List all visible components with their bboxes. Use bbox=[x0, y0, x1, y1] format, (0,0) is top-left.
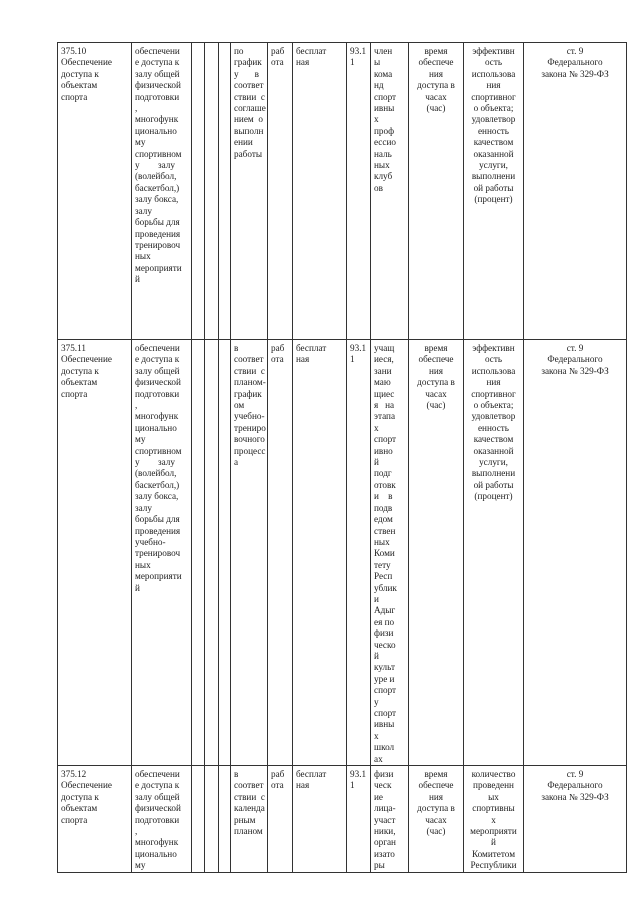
consumer-category-line: физи bbox=[374, 628, 394, 639]
quality-indicator bbox=[464, 43, 524, 340]
quality-indicator-line: Комитетом bbox=[471, 848, 516, 859]
service-description bbox=[132, 340, 192, 766]
consumer-category-line: ствен bbox=[374, 525, 396, 536]
okved-code bbox=[347, 766, 371, 873]
service-code bbox=[58, 766, 132, 873]
service-description-line: подготовки bbox=[135, 91, 180, 102]
quality-indicator-line: удовлетвор bbox=[471, 114, 516, 125]
service-description-line: залу бокса, bbox=[135, 194, 179, 205]
work-type-line: ота bbox=[271, 354, 284, 365]
quality-indicator-line: спортивног bbox=[471, 91, 516, 102]
service-description-line: спортивном bbox=[135, 445, 182, 456]
service-description-line: борьбы для bbox=[135, 514, 180, 525]
service-description-line: (волейбол, bbox=[135, 468, 177, 479]
consumer-category-line: ры bbox=[374, 860, 385, 871]
empty-cell bbox=[205, 766, 219, 873]
empty-cell bbox=[192, 340, 205, 766]
consumer-category-line: спорт bbox=[374, 708, 397, 718]
service-description-line: , bbox=[135, 826, 138, 837]
consumer-category-line: спорт bbox=[374, 434, 397, 445]
service-description-line: многофунк bbox=[135, 411, 179, 422]
consumer-category-line: наль bbox=[374, 148, 392, 159]
volume-indicator bbox=[409, 766, 464, 873]
volume-indicator-line: доступа в bbox=[417, 80, 455, 91]
consumer-category-line: ивно bbox=[374, 445, 393, 456]
quality-indicator-line: выполнени bbox=[471, 171, 516, 182]
consumer-category-line: лица- bbox=[374, 803, 396, 814]
schedule-terms-line: рным bbox=[234, 814, 256, 825]
consumer-category-line: орган bbox=[374, 837, 396, 848]
service-description-line: мероприяти bbox=[135, 262, 182, 273]
consumer-category-line: ея по bbox=[374, 616, 395, 627]
service-description-line: залу bbox=[135, 502, 152, 513]
service-description-line: многофунк bbox=[135, 114, 179, 125]
volume-indicator-line: обеспече bbox=[418, 780, 454, 791]
work-type bbox=[268, 766, 293, 873]
consumer-category bbox=[371, 340, 409, 766]
consumer-category-line: ники, bbox=[374, 826, 396, 837]
schedule-terms-line: у в bbox=[234, 68, 260, 79]
consumer-category-line: ческо bbox=[374, 639, 396, 650]
service-description-line: у залу bbox=[135, 160, 175, 171]
consumer-category-line: этапа bbox=[374, 411, 396, 422]
consumer-category-line: х bbox=[374, 422, 379, 433]
table-row bbox=[58, 766, 627, 873]
consumer-category-line: нд bbox=[374, 80, 384, 91]
schedule-terms-line: выполн bbox=[234, 125, 264, 136]
consumer-category bbox=[371, 43, 409, 340]
empty-cell bbox=[219, 340, 231, 766]
schedule-terms-line: соглаше bbox=[234, 103, 266, 114]
schedule-terms-line: соответ bbox=[234, 354, 264, 365]
quality-indicator-line: ния bbox=[486, 377, 501, 388]
volume-indicator-line: (час) bbox=[426, 103, 446, 114]
work-type-line: ота bbox=[271, 57, 284, 68]
schedule-terms-line: процесс bbox=[234, 445, 266, 456]
service-code bbox=[58, 340, 132, 766]
consumer-category-line: Респ bbox=[374, 571, 393, 582]
service-name-line: спорта bbox=[61, 91, 88, 102]
quality-indicator-line: мероприяти bbox=[470, 826, 517, 837]
legal-basis-line: закона № 329-ФЗ bbox=[541, 791, 609, 802]
volume-indicator-line: часах bbox=[425, 814, 447, 825]
quality-indicator bbox=[464, 340, 524, 766]
service-description-line: обеспечени bbox=[135, 46, 180, 56]
service-description-line: (волейбол, bbox=[135, 171, 177, 182]
service-description-line: подготовки bbox=[135, 388, 180, 399]
volume-indicator-line: время bbox=[424, 769, 448, 780]
service-description-line: й bbox=[135, 274, 140, 285]
consumer-category-line: член bbox=[374, 46, 393, 56]
service-description-line: , bbox=[135, 400, 138, 411]
empty-cell bbox=[205, 43, 219, 340]
consumer-category-line: проф bbox=[374, 125, 395, 136]
row-code: 375.10 bbox=[61, 46, 87, 56]
schedule-terms-line: учебно- bbox=[234, 411, 265, 422]
table-row bbox=[58, 340, 627, 766]
okved-code bbox=[347, 340, 371, 766]
volume-indicator-line: обеспече bbox=[418, 57, 454, 68]
service-description-line: залу общей bbox=[135, 365, 180, 376]
table-row bbox=[58, 43, 627, 340]
consumer-category-line: спорт bbox=[374, 91, 397, 102]
volume-indicator-line: доступа в bbox=[417, 377, 455, 388]
service-description-line: мероприяти bbox=[135, 571, 182, 582]
legal-basis-line: ст. 9 bbox=[566, 769, 584, 780]
row-code: 375.11 bbox=[61, 343, 86, 353]
legal-basis-line: Федерального bbox=[547, 354, 603, 365]
empty-cell bbox=[205, 340, 219, 766]
schedule-terms-line: планом- bbox=[234, 377, 266, 388]
service-description-line: спортивном bbox=[135, 148, 182, 159]
volume-indicator bbox=[409, 340, 464, 766]
service-description-line: подготовки bbox=[135, 814, 180, 825]
price-type bbox=[293, 766, 347, 873]
consumer-category-line: Коми bbox=[374, 548, 395, 559]
consumer-category-line: уре и bbox=[374, 673, 395, 684]
consumer-category-line: тету bbox=[374, 559, 391, 570]
consumer-category bbox=[371, 766, 409, 873]
volume-indicator-line: часах bbox=[425, 388, 447, 399]
quality-indicator-line: оказанной bbox=[473, 148, 514, 159]
quality-indicator-line: (процент) bbox=[474, 194, 513, 205]
service-description-line: , bbox=[135, 103, 138, 114]
services-table bbox=[57, 42, 627, 873]
service-description-line: залу общей bbox=[135, 791, 180, 802]
consumer-category-line: ных bbox=[374, 536, 390, 547]
quality-indicator-line: использова bbox=[471, 68, 516, 79]
consumer-category-line: иеся, bbox=[374, 354, 394, 365]
schedule-terms-line: планом bbox=[234, 826, 263, 837]
schedule-terms-line: соответ bbox=[234, 80, 264, 91]
schedule-terms-line: график bbox=[234, 388, 262, 399]
volume-indicator-line: (час) bbox=[426, 826, 446, 837]
consumer-category-line: ие bbox=[374, 791, 383, 802]
quality-indicator-line: проведенн bbox=[473, 780, 514, 791]
service-name-line: объектам bbox=[61, 803, 98, 814]
consumer-category-line: изато bbox=[374, 848, 395, 859]
consumer-category-line: й bbox=[374, 457, 379, 468]
service-name-line: доступа к bbox=[61, 791, 99, 802]
service-name-line: Обеспечение bbox=[61, 354, 112, 365]
empty-cell bbox=[192, 766, 205, 873]
quality-indicator-line: ой работы bbox=[473, 479, 514, 490]
quality-indicator-line: й bbox=[491, 837, 496, 848]
service-description bbox=[132, 43, 192, 340]
consumer-category-line: у bbox=[374, 696, 379, 707]
consumer-category-line: ессио bbox=[374, 137, 396, 148]
work-type-line: раб bbox=[271, 46, 285, 56]
consumer-category-line: ных bbox=[374, 160, 390, 171]
service-description-line: залу общей bbox=[135, 68, 180, 79]
volume-indicator-line: ния bbox=[428, 791, 444, 802]
consumer-category-line: учащ bbox=[374, 343, 395, 353]
quality-indicator-line: ость bbox=[484, 354, 503, 365]
schedule-terms-line: в bbox=[234, 343, 239, 353]
volume-indicator-line: (час) bbox=[426, 400, 446, 411]
service-description-line: тренировоч bbox=[135, 239, 181, 250]
service-description-line: у залу bbox=[135, 457, 175, 468]
service-description-line: ных bbox=[135, 559, 151, 570]
quality-indicator-line: эффективн bbox=[472, 343, 515, 353]
volume-indicator-line: обеспече bbox=[418, 354, 454, 365]
schedule-terms-line: ом bbox=[234, 400, 245, 411]
service-name-line: объектам bbox=[61, 377, 98, 388]
consumer-category-line: Адыг bbox=[374, 605, 396, 616]
quality-indicator-line: о объекта; bbox=[473, 103, 514, 114]
quality-indicator-line: ость bbox=[484, 57, 503, 68]
work-type-line: ота bbox=[271, 780, 284, 791]
volume-indicator-line: доступа в bbox=[417, 803, 455, 814]
service-description-line: е доступа к bbox=[135, 57, 180, 68]
consumer-category-line: зани bbox=[374, 365, 392, 376]
price-type-line: бесплат bbox=[296, 769, 327, 780]
volume-indicator-line: ния bbox=[428, 68, 444, 79]
price-type-line: бесплат bbox=[296, 343, 327, 353]
consumer-category-line: и bbox=[374, 593, 379, 604]
consumer-category-line: ах bbox=[374, 753, 383, 764]
legal-basis-line: ст. 9 bbox=[566, 343, 584, 353]
quality-indicator-line: спортивны bbox=[472, 803, 515, 814]
quality-indicator-line: оказанной bbox=[473, 445, 514, 456]
okved-code-line: 1 bbox=[350, 354, 355, 365]
legal-basis-line: закона № 329-ФЗ bbox=[541, 68, 609, 79]
consumer-category-line: ивны bbox=[374, 103, 395, 114]
legal-basis bbox=[524, 340, 627, 766]
service-description-line: е доступа к bbox=[135, 780, 180, 791]
service-description-line: му bbox=[135, 434, 146, 445]
service-description-line: й bbox=[135, 582, 140, 593]
service-description-line: борьбы для bbox=[135, 217, 180, 228]
service-description bbox=[132, 766, 192, 873]
work-type-line: раб bbox=[271, 769, 285, 780]
service-name-line: спорта bbox=[61, 814, 88, 825]
price-type bbox=[293, 43, 347, 340]
consumer-category-line: культ bbox=[374, 662, 395, 673]
row-code: 375.12 bbox=[61, 769, 87, 780]
consumer-category-line: ов bbox=[374, 182, 383, 193]
empty-cell bbox=[219, 766, 231, 873]
price-type-line: ная bbox=[296, 354, 310, 365]
consumer-category-line: ивны bbox=[374, 719, 395, 730]
consumer-category-line: участ bbox=[374, 814, 396, 825]
schedule-terms-line: ствии с bbox=[234, 91, 265, 102]
service-code bbox=[58, 43, 132, 340]
service-description-line: ционально bbox=[135, 848, 177, 859]
quality-indicator-line: услуги, bbox=[479, 457, 508, 468]
quality-indicator-line: эффективн bbox=[472, 46, 515, 56]
work-type bbox=[268, 340, 293, 766]
consumer-category-line: й bbox=[374, 650, 379, 661]
service-name-line: доступа к bbox=[61, 68, 99, 79]
consumer-category-line: ческ bbox=[374, 780, 392, 791]
schedule-terms-line: по bbox=[234, 46, 244, 56]
quality-indicator-line: (процент) bbox=[474, 491, 513, 502]
consumer-category-line: х bbox=[374, 730, 379, 741]
quality-indicator-line: качеством bbox=[473, 137, 514, 148]
volume-indicator-line: время bbox=[424, 343, 448, 353]
service-description-line: проведения bbox=[135, 228, 181, 239]
schedule-terms bbox=[231, 43, 268, 340]
service-description-line: ционально bbox=[135, 125, 177, 136]
consumer-category-line: подв bbox=[374, 502, 393, 513]
quality-indicator-line: ния bbox=[486, 80, 501, 91]
schedule-terms-line: соответ bbox=[234, 780, 264, 791]
price-type-line: ная bbox=[296, 57, 310, 68]
okved-code bbox=[347, 43, 371, 340]
service-description-line: му bbox=[135, 860, 146, 871]
schedule-terms-line: ствии с bbox=[234, 791, 265, 802]
schedule-terms-line: в bbox=[234, 769, 239, 780]
service-description-line: физической bbox=[135, 377, 181, 388]
legal-basis-line: Федерального bbox=[547, 780, 603, 791]
schedule-terms-line: работы bbox=[234, 148, 263, 159]
consumer-category-line: щиес bbox=[374, 388, 395, 399]
service-description-line: тренировоч bbox=[135, 548, 181, 559]
consumer-category-line: кома bbox=[374, 68, 393, 79]
quality-indicator-line: выполнени bbox=[471, 468, 516, 479]
price-type bbox=[293, 340, 347, 766]
legal-basis bbox=[524, 766, 627, 873]
volume-indicator-line: ния bbox=[428, 365, 444, 376]
service-description-line: залу бокса, bbox=[135, 491, 179, 502]
service-description-line: ционально bbox=[135, 422, 177, 433]
schedule-terms-line: нием о bbox=[234, 114, 263, 125]
volume-indicator-line: время bbox=[424, 46, 448, 56]
okved-code-line: 93.1 bbox=[350, 769, 367, 780]
service-description-line: обеспечени bbox=[135, 769, 180, 780]
consumer-category-line: маю bbox=[374, 377, 391, 388]
quality-indicator-line: спортивног bbox=[471, 388, 516, 399]
quality-indicator-line: енность bbox=[477, 125, 510, 136]
quality-indicator-line: услуги, bbox=[479, 160, 508, 171]
quality-indicator-line: о объекта; bbox=[473, 400, 514, 411]
schedule-terms-line: календа bbox=[234, 803, 265, 814]
service-description-line: ных bbox=[135, 251, 151, 262]
legal-basis-line: Федерального bbox=[547, 57, 603, 68]
quality-indicator-line: х bbox=[491, 814, 496, 825]
consumer-category-line: спорт bbox=[374, 685, 397, 696]
schedule-terms-line: график bbox=[234, 57, 262, 68]
quality-indicator-line: ой работы bbox=[473, 182, 514, 193]
service-name-line: объектам bbox=[61, 80, 98, 91]
volume-indicator bbox=[409, 43, 464, 340]
volume-indicator-line: часах bbox=[425, 91, 447, 102]
empty-cell bbox=[219, 43, 231, 340]
schedule-terms-line: ении bbox=[234, 137, 253, 148]
schedule-terms-line: вочного bbox=[234, 434, 265, 445]
schedule-terms-line: трениро bbox=[234, 422, 266, 433]
service-description-line: физической bbox=[135, 803, 181, 814]
consumer-category-line: школ bbox=[374, 742, 395, 753]
schedule-terms bbox=[231, 340, 268, 766]
consumer-category-line: ублик bbox=[374, 582, 397, 593]
schedule-terms-line: а bbox=[234, 457, 239, 468]
schedule-terms-line: ствии с bbox=[234, 365, 265, 376]
price-type-line: бесплат bbox=[296, 46, 327, 56]
consumer-category-line: х bbox=[374, 114, 379, 125]
quality-indicator-line: удовлетвор bbox=[471, 411, 516, 422]
quality-indicator-line: енность bbox=[477, 422, 510, 433]
quality-indicator bbox=[464, 766, 524, 873]
service-description-line: баскетбол,) bbox=[135, 182, 180, 193]
consumer-category-line: физи bbox=[374, 769, 394, 780]
service-name-line: Обеспечение bbox=[61, 57, 112, 68]
consumer-category-line: клуб bbox=[374, 171, 393, 182]
legal-basis-line: закона № 329-ФЗ bbox=[541, 365, 609, 376]
service-description-line: му bbox=[135, 137, 146, 148]
empty-cell bbox=[192, 43, 205, 340]
quality-indicator-line: ых bbox=[488, 791, 499, 802]
quality-indicator-line: количество bbox=[471, 769, 516, 780]
consumer-category-line: подг bbox=[374, 468, 392, 479]
okved-code-line: 1 bbox=[350, 57, 355, 68]
work-type bbox=[268, 43, 293, 340]
quality-indicator-line: использова bbox=[471, 365, 516, 376]
quality-indicator-line: качеством bbox=[473, 434, 514, 445]
service-description-line: физической bbox=[135, 80, 181, 91]
price-type-line: ная bbox=[296, 780, 310, 791]
okved-code-line: 93.1 bbox=[350, 343, 367, 353]
consumer-category-line: ы bbox=[374, 57, 381, 68]
consumer-category-line: едом bbox=[374, 514, 393, 525]
service-name-line: Обеспечение bbox=[61, 780, 112, 791]
consumer-category-line: отовк bbox=[374, 479, 396, 490]
quality-indicator-line: Республики bbox=[470, 860, 517, 871]
consumer-category-line: я на bbox=[374, 400, 395, 411]
service-name-line: спорта bbox=[61, 388, 88, 399]
service-description-line: учебно- bbox=[135, 536, 166, 547]
service-description-line: обеспечени bbox=[135, 343, 180, 353]
legal-basis bbox=[524, 43, 627, 340]
service-description-line: многофунк bbox=[135, 837, 179, 848]
service-description-line: баскетбол,) bbox=[135, 479, 180, 490]
service-description-line: е доступа к bbox=[135, 354, 180, 365]
legal-basis-line: ст. 9 bbox=[566, 46, 584, 56]
service-description-line: залу bbox=[135, 205, 152, 216]
service-description-line: проведения bbox=[135, 525, 181, 536]
consumer-category-line: и в bbox=[374, 491, 393, 502]
okved-code-line: 93.1 bbox=[350, 46, 367, 56]
okved-code-line: 1 bbox=[350, 780, 355, 791]
schedule-terms bbox=[231, 766, 268, 873]
work-type-line: раб bbox=[271, 343, 285, 353]
service-name-line: доступа к bbox=[61, 365, 99, 376]
